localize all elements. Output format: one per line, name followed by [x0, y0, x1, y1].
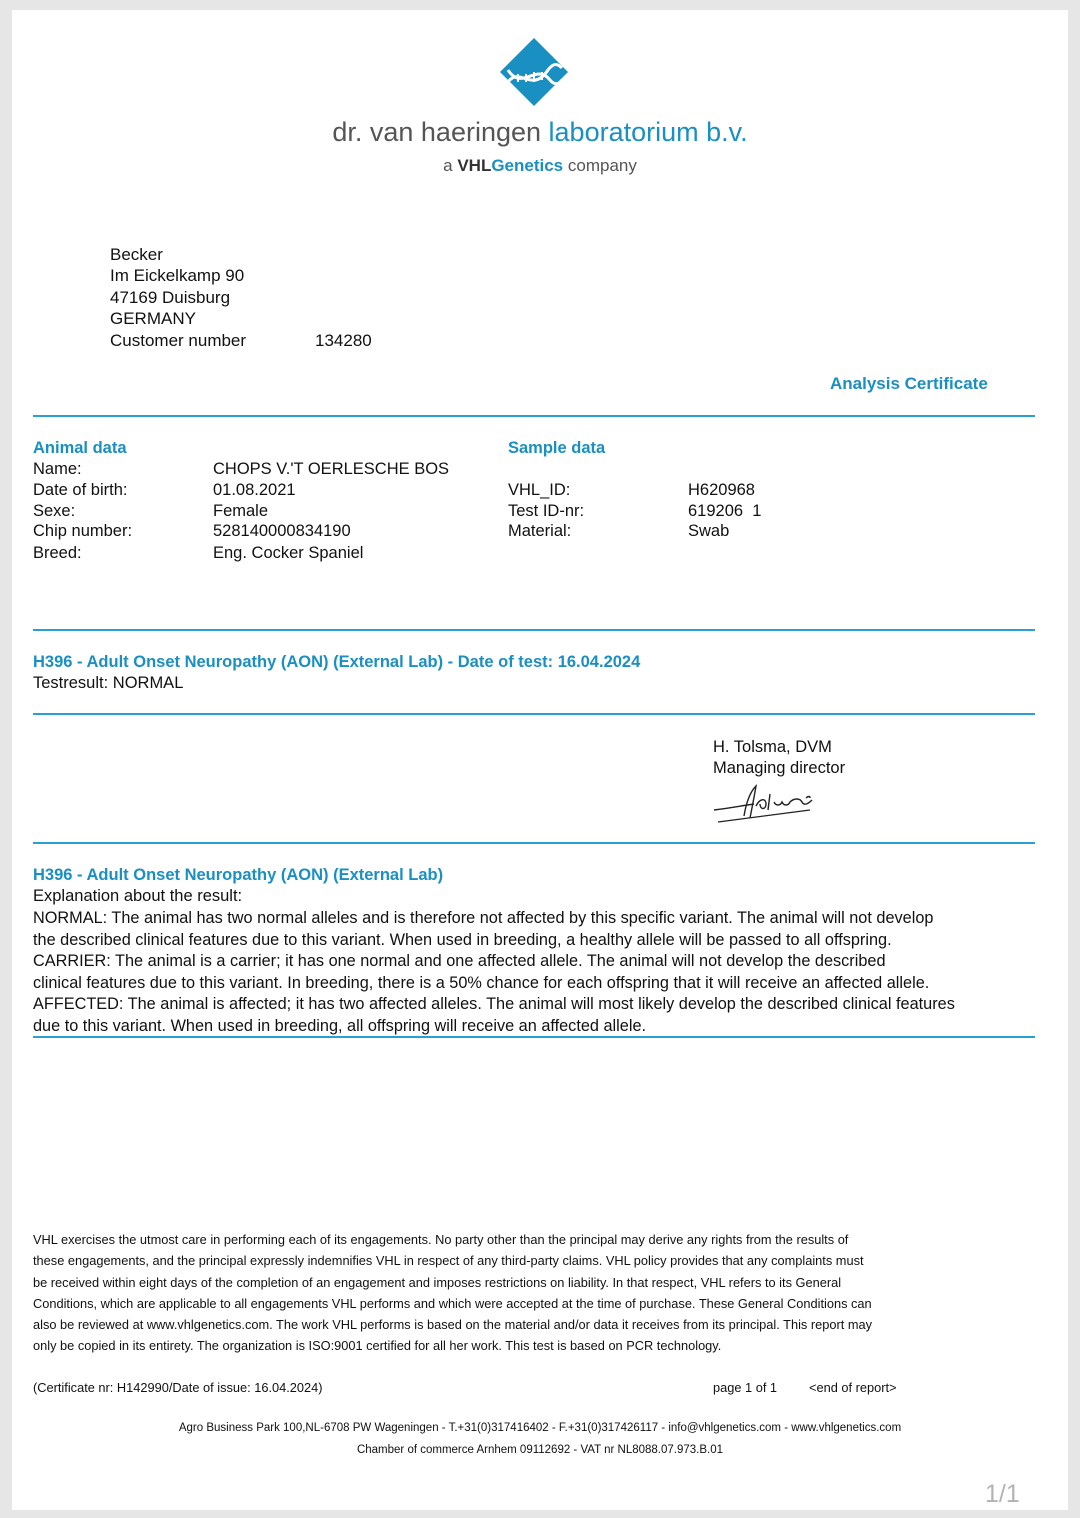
signatory-role: Managing director — [713, 759, 846, 777]
animal-name-value: CHOPS V.'T OERLESCHE BOS — [213, 460, 450, 478]
chip-number-value: 528140000834190 — [213, 522, 351, 540]
explanation-line: NORMAL: The animal has two normal alleles and is therefore not affected by this specific variant. The animal will not develop — [33, 909, 934, 927]
lab-name: dr. van haeringen laboratorium b.v. — [332, 117, 748, 147]
recipient-name: Becker — [110, 245, 163, 264]
material-label: Material: — [508, 522, 572, 540]
certificate-number: (Certificate nr: H142990/Date of issue: 16.04.2024) — [33, 1380, 323, 1395]
divider — [33, 1036, 1035, 1038]
page-number: page 1 of 1 — [713, 1380, 778, 1395]
chip-number-label: Chip number: — [33, 522, 133, 540]
viewer-page-indicator: 1/1 — [985, 1480, 1020, 1508]
sex-value: Female — [213, 502, 269, 520]
divider — [33, 842, 1035, 844]
end-of-report: <end of report> — [809, 1380, 897, 1395]
explanation-text — [33, 908, 1053, 1037]
company-tagline: a VHLGenetics company — [443, 156, 637, 175]
customer-number-label: Customer number — [110, 331, 247, 350]
vhl-id-value: H620968 — [688, 481, 755, 499]
test-id-label: Test ID-nr: — [508, 502, 585, 520]
explanation-line: the described clinical features due to this variant. When used in breeding, a healthy allele will be passed to all offspring. — [33, 930, 892, 949]
birth-date-label: Date of birth: — [33, 481, 128, 499]
animal-data-heading: Animal data — [33, 439, 127, 457]
explanation-intro: Explanation about the result: — [33, 887, 243, 905]
recipient-city: 47169 Duisburg — [110, 288, 231, 307]
document-page — [12, 10, 1068, 1510]
recipient-street: Im Eickelkamp 90 — [110, 266, 245, 285]
signature-icon — [710, 780, 822, 824]
divider — [33, 629, 1035, 631]
signatory-name: H. Tolsma, DVM — [713, 738, 832, 756]
sex-label: Sexe: — [33, 502, 76, 520]
material-value: Swab — [688, 522, 730, 540]
explanation-line: clinical features due to this variant. In breeding, there is a 50% chance for each offspring that it will receive an affected allele. — [33, 973, 930, 992]
vhl-id-label: VHL_ID: — [508, 481, 571, 499]
footer-registration: Chamber of commerce Arnhem 09112692 - VAT nr NL8088.07.973.B.01 — [356, 1444, 724, 1456]
explanation-line: due to this variant. When used in breeding, all offspring will receive an affected allele. — [33, 1016, 647, 1035]
birth-date-value: 01.08.2021 — [213, 481, 296, 499]
test-result: Testresult: NORMAL — [33, 674, 184, 692]
explanation-title: H396 - Adult Onset Neuropathy (AON) (External Lab) — [33, 866, 444, 884]
animal-name-label: Name: — [33, 460, 82, 478]
dna-diamond-icon — [498, 36, 570, 108]
footer-contact: Agro Business Park 100,NL-6708 PW Wageningen - T.+31(0)317416402 - F.+31(0)317426117 - info@vhlgenetics.com - www.vhlgenetics.com — [178, 1422, 902, 1434]
divider — [33, 415, 1035, 417]
recipient-country: GERMANY — [110, 309, 196, 328]
explanation-line: AFFECTED: The animal is affected; it has two affected alleles. The animal will most likely develop the described clinical features — [33, 995, 955, 1013]
legal-disclaimer: VHL exercises the utmost care in performing each of its engagements. No party other than the principal may derive any rights from the results of these engagements, and the principal expressly indemnifies VHL in respect of any third-party claims. VHL policy provides that any complaints must be received within eight days of the completion of an engagement and imposes restrictions on liability. In that respect, VHL refers to its General Conditions, which are applicable to all engagements VHL performs and which were accepted at the time of purchase. These General Conditions can also be reviewed at www.vhlgenetics.com. The work VHL performs is based on the material and/or data it receives from its principal. This report may only be copied in its entirety. The organization is ISO:9001 certified for all her work. This test is based on PCR technology. — [33, 1232, 873, 1354]
divider — [33, 713, 1035, 715]
breed-label: Breed: — [33, 544, 82, 562]
sample-data-heading: Sample data — [508, 439, 606, 457]
test-id-value: 619206 1 — [688, 502, 762, 520]
breed-value: Eng. Cocker Spaniel — [213, 544, 364, 562]
test-title: H396 - Adult Onset Neuropathy (AON) (External Lab) - Date of test: 16.04.2024 — [33, 653, 641, 671]
certificate-title: Analysis Certificate — [830, 374, 988, 393]
customer-number-value: 134280 — [315, 331, 372, 350]
explanation-line: CARRIER: The animal is a carrier; it has one normal and one affected allele. The animal will not develop the described — [33, 952, 886, 970]
